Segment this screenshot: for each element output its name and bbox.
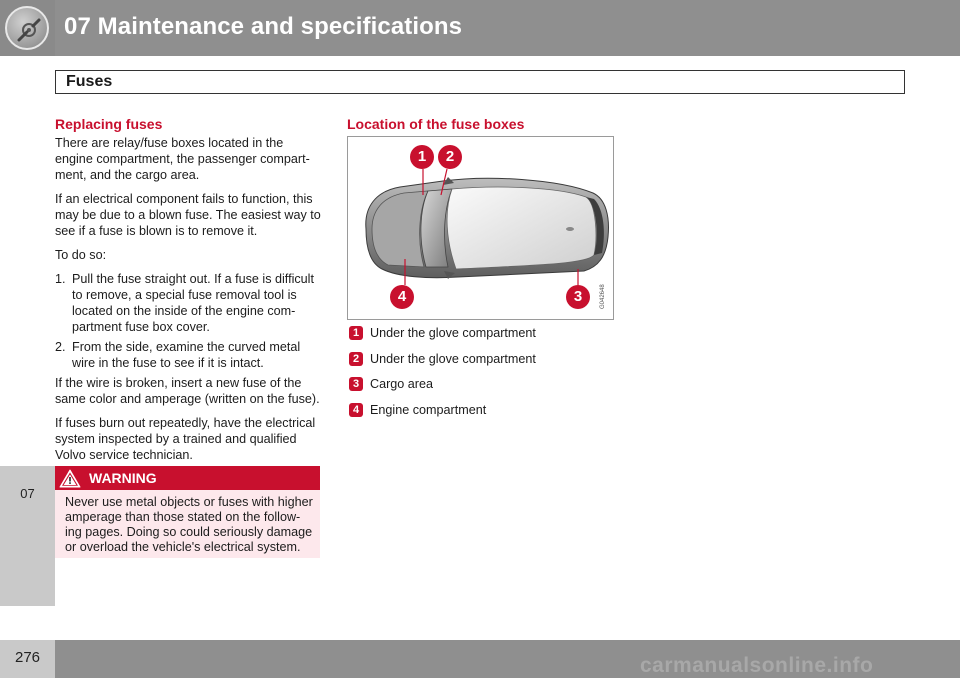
legend-badge: 1 [349,326,363,340]
callout-4: 4 [390,285,414,309]
intro-paragraph: There are relay/fuse boxes located in the engine compartment, the passenger compart-ment, and the cargo area. [55,136,310,182]
header-icon-area [0,0,55,56]
watermark-text: carmanualsonline.info [640,654,874,677]
step-text: Pull the fuse straight out. If a fuse is difficult to remove, a special fuse removal tool is located on the inside of the engine com-partment fuse box cover. [72,272,314,334]
warning-triangle-icon [59,469,81,488]
callout-2: 2 [438,145,462,169]
step-number: 2. [55,340,66,354]
blown-fuse-paragraph: If an electrical component fails to function, this may be due to a blown fuse. The easiest way to see if a fuse is blown is to remove it. [55,192,321,238]
left-column [55,116,321,471]
legend-item [349,326,609,352]
legend-text: Under the glove compartment [370,351,536,366]
warning-header [55,466,320,490]
step-number: 1. [55,272,66,286]
car-diagram-figure [347,136,614,320]
replacing-fuses-heading: Replacing fuses [55,116,163,132]
section-title: Fuses [66,73,113,90]
legend-badge: 2 [349,352,363,366]
fuse-box-location-heading: Location of the fuse boxes [347,116,525,132]
legend-text: Under the glove compartment [370,326,536,340]
legend-item [349,403,609,429]
to-do-so-paragraph: To do so: [55,248,107,262]
step-text: From the side, examine the curved metal wire in the fuse to see if it is intact. [72,340,301,370]
warning-box [55,466,320,558]
callout-3: 3 [566,285,590,309]
warning-title: WARNING [89,470,157,486]
legend-item [349,377,609,403]
section-bar [55,70,905,94]
chapter-title: 07 Maintenance and specifications [64,13,463,40]
repeated-burnout-paragraph: If fuses burn out repeatedly, have the electrical system inspected by a trained and qualified Volvo service technician. [55,416,316,462]
figure-code: G042648 [600,284,606,309]
callout-1: 1 [410,145,434,169]
side-tab-blank [0,56,55,466]
fuse-box-legend [349,326,609,428]
chapter-tab-label: 07 [20,486,35,501]
legend-text: Engine compartment [370,402,487,417]
legend-badge: 4 [349,403,363,417]
steps-list [55,271,321,371]
legend-text: Cargo area [370,377,434,391]
step-item [55,271,321,335]
side-tab [0,56,55,640]
legend-item [349,352,609,378]
warning-text: Never use metal objects or fuses with higher amperage than those stated on the follow-ing pages. Doing so could seriously damage or overload the vehicle's electrical system. [65,495,313,554]
legend-badge: 3 [349,377,363,391]
step-item [55,339,321,371]
wrench-gear-icon [5,6,49,50]
page-number: 276 [14,649,41,666]
broken-wire-paragraph: If the wire is broken, insert a new fuse of the same color and amperage (written on the fuse). [55,376,320,406]
